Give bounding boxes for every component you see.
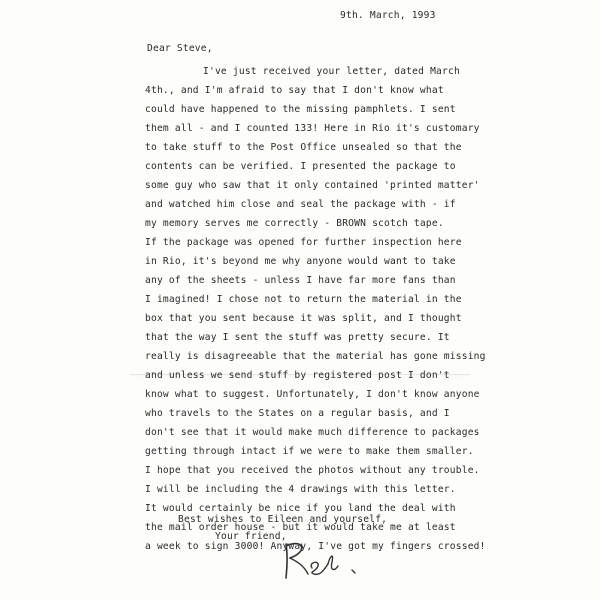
letter-closing-wishes: Best wishes to Eileen and yourself,	[178, 514, 388, 525]
letter-body-line: know what to suggest. Unfortunately, I don't know anyone	[145, 389, 480, 400]
letter-body-line: I imagined! I chose not to return the material in the	[145, 294, 462, 305]
letter-body-line: getting through intact if we were to make them smaller.	[145, 446, 474, 457]
handwritten-signature	[278, 534, 368, 584]
letter-body-line: If the package was opened for further inspection here	[145, 237, 462, 248]
letter-body-line: in Rio, it's beyond me why anyone would want to take	[145, 256, 456, 267]
letter-body-line: It would certainly be nice if you land the deal with	[145, 503, 456, 514]
letter-body-line: any of the sheets - unless I have far more fans than	[145, 275, 456, 286]
letter-body-line: 4th., and I'm afraid to say that I don't know what	[145, 85, 444, 96]
letter-body-line: contents can be verified. I presented the package to	[145, 161, 456, 172]
letter-body-line: the mail order house - but it would take me at least	[145, 522, 456, 533]
letter-body-line: I hope that you received the photos without any trouble.	[145, 465, 480, 476]
letter-body-line: box that you sent because it was split, and I thought	[145, 313, 462, 324]
letter-valediction: Your friend,	[215, 531, 287, 542]
letter-body-line: I will be including the 4 drawings with this letter.	[145, 484, 456, 495]
letter-body-line: a week to sign 3000! Anyway, I've got my fingers crossed!	[145, 541, 486, 552]
letter-body-line: who travels to the States on a regular basis, and I	[145, 408, 450, 419]
letter-body-line: really is disagreeable that the material has gone missing	[145, 351, 486, 362]
letter-body-line: my memory serves me correctly - BROWN scotch tape.	[145, 218, 444, 229]
letter-body-line: could have happened to the missing pamphlets. I sent	[145, 104, 456, 115]
letter-body-line: don't see that it would make much difference to packages	[145, 427, 480, 438]
letter-body-line: them all - and I counted 133! Here in Rio it's customary	[145, 123, 480, 134]
letter-body-line: I've just received your letter, dated March	[203, 66, 460, 77]
letter-date: 9th. March, 1993	[340, 10, 436, 21]
letter-body-line: and unless we send stuff by registered post I don't	[145, 370, 450, 381]
letter-body-line: and watched him close and seal the package with - if	[145, 199, 456, 210]
letter-salutation: Dear Steve,	[147, 43, 213, 54]
letter-body-line: that the way I sent the stuff was pretty secure. It	[145, 332, 450, 343]
letter-body-line: to take stuff to the Post Office unsealed so that the	[145, 142, 462, 153]
letter-body-line: some guy who saw that it only contained 'printed matter'	[145, 180, 480, 191]
